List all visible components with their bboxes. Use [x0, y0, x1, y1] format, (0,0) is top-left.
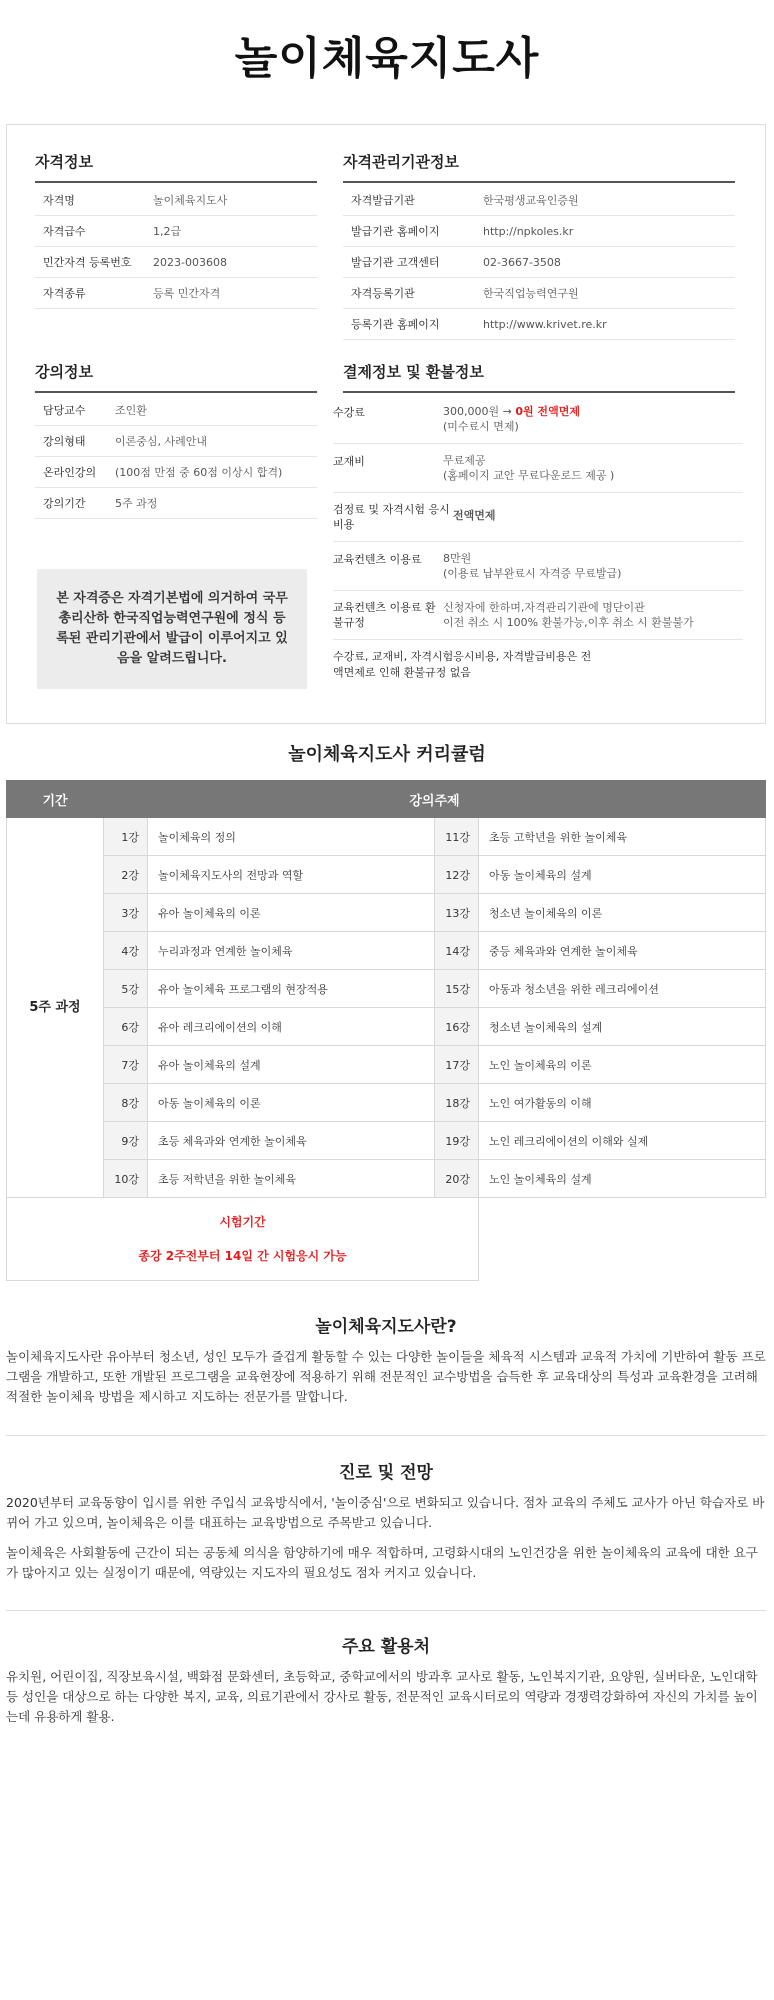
info-value: (100점 만점 중 60점 이상시 합격): [115, 466, 283, 479]
career-text-1: 2020년부터 교육동향이 입시를 위한 주입식 교육방식에서, '놀이중심'으로 변화되고 있습니다. 점차 교육의 주체도 교사가 아닌 학습자로 바뀌어 가고 있으며, 놀이체육은 이를 대표하는 교육방법으로 주목받고 있습니다.: [6, 1495, 765, 1530]
lecture-title: 초등 저학년을 위한 놀이체육: [148, 1160, 435, 1198]
lecture-title: 유아 놀이체육 프로그램의 현장적용: [148, 970, 435, 1008]
payment-key: 교육컨텐츠 이용료: [333, 553, 422, 566]
info-key: 강의기간: [43, 497, 86, 510]
curriculum-title: 놀이체육지도사 커리큘럼: [288, 744, 486, 765]
lecture-title: 노인 여가활동의 이해: [479, 1084, 766, 1122]
info-row: [343, 247, 735, 278]
info-key: 자격등록기관: [351, 287, 415, 300]
col-period-header: 기간: [7, 781, 104, 818]
table-row: [7, 856, 766, 894]
lecture-title: 중등 체육과와 연계한 놀이체육: [479, 932, 766, 970]
payment-key: 교육컨텐츠 이용료 환불규정: [333, 601, 436, 629]
info-row: [343, 309, 735, 340]
info-value: 이론중심, 사례안내: [115, 435, 208, 448]
lecture-number: 7강: [104, 1046, 148, 1084]
info-key: 자격종류: [43, 287, 86, 300]
curriculum-body: [7, 818, 766, 1281]
career-text-2: 놀이체육은 사회활동에 근간이 되는 공동체 의식을 함양하기에 매우 적합하며, 고령화시대의 노인건강을 위한 놀이체육의 교육에 대한 요구가 많아지고 있는 실정이기 때문에, 역량있는 지도자의 필요성도 점차 커지고 있습니다.: [6, 1545, 758, 1580]
lecture-number: 17강: [435, 1046, 479, 1084]
info-row: [35, 488, 317, 519]
usage-title: 주요 활용처: [341, 1637, 431, 1657]
payment-key: 수강료: [333, 406, 365, 419]
curriculum-table: [6, 780, 766, 1281]
info-value: 등록 민간자격: [153, 287, 221, 300]
info-key: 자격발급기관: [351, 194, 415, 207]
payment-section: [343, 361, 735, 395]
info-value: 조인환: [115, 404, 147, 417]
info-key: 강의형태: [43, 435, 86, 448]
lecture-title: 노인 레크리에이션의 이해와 실제: [479, 1122, 766, 1160]
exam-fee-value: 전액면제: [453, 509, 496, 522]
exam-cell: [7, 1198, 479, 1281]
payment-row-content: [333, 542, 743, 591]
info-row: [343, 216, 735, 247]
exam-desc: 종강 2주전부터 14일 간 시험응시 가능: [138, 1249, 347, 1263]
lecture-number: 13강: [435, 894, 479, 932]
table-row: [7, 970, 766, 1008]
lecture-info-section: [35, 361, 317, 519]
lecture-title: 놀이체육지도사의 전망과 역할: [148, 856, 435, 894]
payment-row-exam: [333, 493, 743, 542]
payment-row-material: [333, 444, 743, 493]
info-value: 02-3667-3508: [483, 255, 561, 269]
notice-text: 본 자격증은 자격기본법에 의거하여 국무총리산하 한국직업능력연구원에 정식 등록된 관리기관에서 발급이 이루어지고 있음을 알려드립니다.: [56, 591, 288, 666]
about-text: 놀이체육지도사란 유아부터 청소년, 성인 모두가 즐겁게 활동할 수 있는 다양한 놀이들을 체육적 시스템과 교육적 가치에 기반하여 활동 프로그램을 개발하고, 또한 개발된 프로그램을 교육현장에 적용하기 위해 전문적인 교수방법을 습득한 후 교육대상의 특성과 교육환경을 고려해 적절한 놀이체육 방법을 제시하고 지도하는 전문가를 말합니다.: [6, 1349, 766, 1404]
info-row: [35, 185, 317, 216]
table-row: [7, 1122, 766, 1160]
payment-key: 교재비: [333, 455, 365, 468]
lecture-number: 9강: [104, 1122, 148, 1160]
about-title: 놀이체육지도사란?: [315, 1317, 457, 1337]
lecture-title: 누리과정과 연계한 놀이체육: [148, 932, 435, 970]
career-section: [6, 1458, 766, 1583]
info-key: 자격명: [43, 194, 75, 207]
content-v1: 8만원: [443, 552, 472, 565]
info-value: 1,2급: [153, 225, 182, 238]
info-key: 온라인강의: [43, 466, 97, 479]
info-key: 민간자격 등록번호: [43, 256, 132, 269]
table-row: [7, 1008, 766, 1046]
period-cell: 5주 과정: [7, 818, 104, 1198]
info-value: 5주 과정: [115, 497, 158, 510]
lecture-title: 유아 레크리에이션의 이해: [148, 1008, 435, 1046]
info-key: 발급기관 홈페이지: [351, 225, 440, 238]
lecture-title: 놀이체육의 정의: [148, 818, 435, 856]
info-row: [35, 426, 317, 457]
cert-info-section: [35, 151, 317, 309]
career-title: 진로 및 전망: [339, 1463, 433, 1483]
lecture-number: 11강: [435, 818, 479, 856]
material-v2: (홈페이지 교안 무료다운로드 제공 ): [443, 469, 615, 482]
payment-list: [333, 395, 743, 690]
divider: [6, 1610, 766, 1611]
about-section: [6, 1312, 766, 1407]
lecture-number: 4강: [104, 932, 148, 970]
info-row: [343, 278, 735, 309]
section-title: 강의정보: [35, 361, 317, 393]
payment-note: 수강료, 교재비, 자격시험응시비용, 자격발급비용은 전액면제로 인해 환불규정 없음: [333, 650, 592, 679]
info-box: [6, 124, 766, 724]
homepage-link[interactable]: http://www.krivet.re.kr: [483, 317, 607, 331]
lecture-title: 청소년 놀이체육의 설계: [479, 1008, 766, 1046]
fee-free: 0원 전액면제: [515, 405, 580, 418]
lecture-title: 노인 놀이체육의 이론: [479, 1046, 766, 1084]
lecture-number: 19강: [435, 1122, 479, 1160]
info-key: 담당교수: [43, 404, 86, 417]
section-title: 자격관리기관정보: [343, 151, 735, 183]
info-row: [35, 216, 317, 247]
fee-price: 300,000원 →: [443, 405, 512, 418]
info-row: [35, 247, 317, 278]
payment-value: [443, 600, 694, 630]
lecture-number: 20강: [435, 1160, 479, 1198]
lecture-number: 10강: [104, 1160, 148, 1198]
table-row: [7, 1046, 766, 1084]
info-row: [35, 457, 317, 488]
lecture-number: 3강: [104, 894, 148, 932]
lecture-title: 유아 놀이체육의 설계: [148, 1046, 435, 1084]
lecture-number: 16강: [435, 1008, 479, 1046]
lecture-title: 아동과 청소년을 위한 레크리에이션: [479, 970, 766, 1008]
lecture-title: 유아 놀이체육의 이론: [148, 894, 435, 932]
exam-row: [7, 1198, 766, 1281]
table-row: [7, 1160, 766, 1198]
payment-row-refund: [333, 591, 743, 640]
info-key: 발급기관 고객센터: [351, 256, 440, 269]
lecture-number: 2강: [104, 856, 148, 894]
info-row: [35, 395, 317, 426]
lecture-title: 청소년 놀이체육의 이론: [479, 894, 766, 932]
info-key: 등록기관 홈페이지: [351, 318, 440, 331]
lecture-number: 15강: [435, 970, 479, 1008]
material-v1: 무료제공: [443, 454, 486, 467]
lecture-title: 아동 놀이체육의 이론: [148, 1084, 435, 1122]
info-key: 자격급수: [43, 225, 86, 238]
info-value: 2023-003608: [153, 255, 227, 269]
info-row: [343, 185, 735, 216]
table-header-row: [7, 781, 766, 818]
table-row: [7, 818, 766, 856]
col-subject-header: 강의주제: [104, 781, 766, 818]
info-value: 한국직업능력연구원: [483, 287, 579, 300]
lecture-number: 1강: [104, 818, 148, 856]
divider: [6, 1435, 766, 1436]
info-value: 놀이체육지도사: [153, 194, 228, 207]
section-title: 결제정보 및 환불정보: [343, 361, 735, 393]
payment-row-fee: [333, 395, 743, 444]
lecture-number: 18강: [435, 1084, 479, 1122]
lecture-title: 아동 놀이체육의 설계: [479, 856, 766, 894]
info-row: [35, 278, 317, 309]
lecture-number: 14강: [435, 932, 479, 970]
lecture-title: 초등 체육과와 연계한 놀이체육: [148, 1122, 435, 1160]
exam-title: 시험기간: [219, 1215, 266, 1229]
fee-sub: (미수료시 면제): [443, 420, 519, 433]
homepage-link[interactable]: http://npkoles.kr: [483, 224, 574, 238]
refund-v1: 신청자에 한하며,자격관리기관에 명단이관: [443, 601, 645, 614]
payment-value: [443, 404, 580, 434]
lecture-number: 6강: [104, 1008, 148, 1046]
lecture-number: 5강: [104, 970, 148, 1008]
payment-key: 검정료 및 자격시험 응시비용: [333, 503, 450, 531]
refund-v2: 이전 취소 시 100% 환불가능,이후 취소 시 환불불가: [443, 616, 694, 629]
payment-value: [443, 551, 621, 581]
notice-box: [37, 569, 307, 689]
table-row: [7, 932, 766, 970]
lecture-number: 12강: [435, 856, 479, 894]
info-value: 한국평생교육인증원: [483, 194, 579, 207]
usage-text: 유치원, 어린이집, 직장보육시설, 백화점 문화센터, 초등학교, 중학교에서의 방과후 교사로 활동, 노인복지기관, 요양원, 실버타운, 노인대학 등 성인을 대상으로 하는 다양한 복지, 교육, 의료기관에서 강사로 활동, 전문적인 교육시터로의 역량과 경쟁력강화하여 자신의 가치를 높이는데 유용하게 활용.: [6, 1669, 758, 1724]
table-row: [7, 1084, 766, 1122]
lecture-title: 초등 고학년을 위한 놀이체육: [479, 818, 766, 856]
payment-value: [443, 453, 614, 483]
section-title: 자격정보: [35, 151, 317, 183]
page-title: 놀이체육지도사: [234, 33, 540, 84]
table-row: [7, 894, 766, 932]
usage-section: [6, 1632, 766, 1727]
org-info-section: [343, 151, 735, 340]
lecture-number: 8강: [104, 1084, 148, 1122]
lecture-title: 노인 놀이체육의 설계: [479, 1160, 766, 1198]
content-v2: (이용료 납부완료시 자격증 무료발급): [443, 567, 622, 580]
